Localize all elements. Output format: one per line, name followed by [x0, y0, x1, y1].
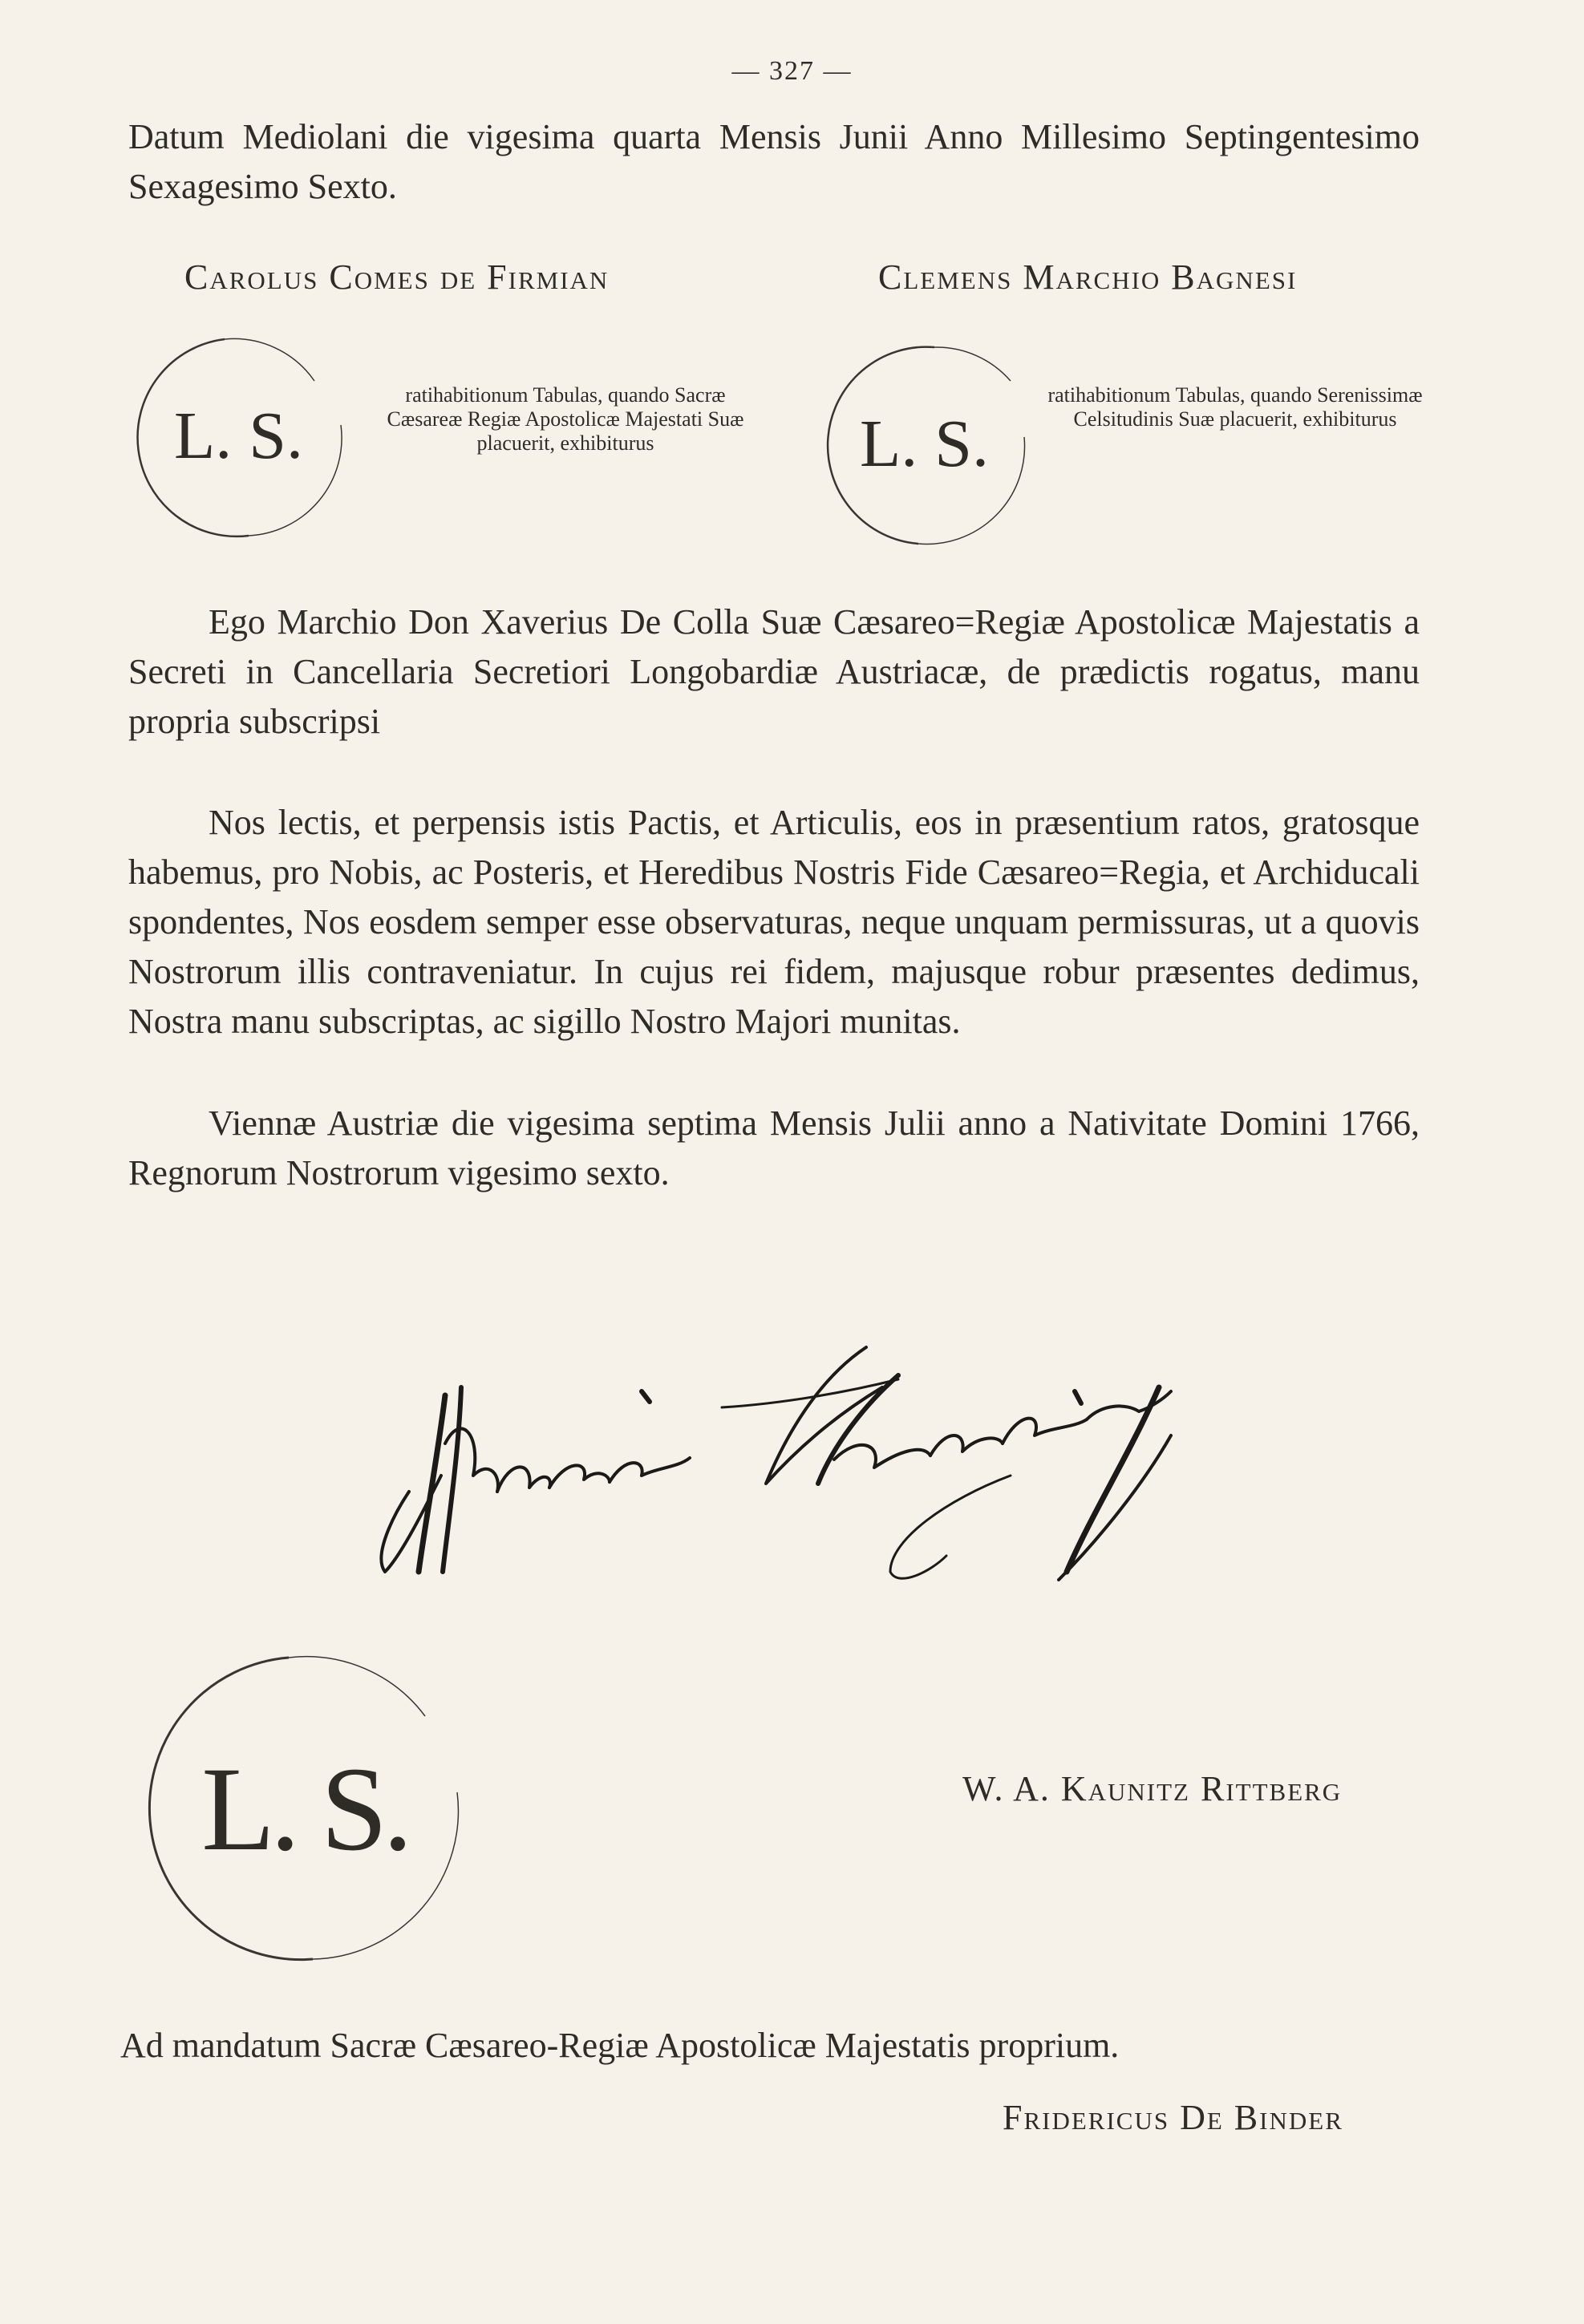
ego-paragraph: Ego Marchio Don Xaverius De Colla Suæ Cæsareo=Regiæ Apostolicæ Majestatis a Secreti in Cancellaria Secretiori Longobardiæ Austriacæ, de prædictis rogatus, manu propria subscripsi [128, 602, 1420, 741]
seal-right-label: L. S. [859, 407, 990, 481]
bagnesi-note: ratihabitionum Tabulas, quando Serenissimæ Celsitudinis Suæ placuerit, exhibiturus [1047, 383, 1423, 431]
signatory-binder: Fridericus De Binder [1003, 2098, 1343, 2137]
seal-left [128, 333, 349, 541]
seal-right [814, 341, 1035, 549]
signatory-kaunitz: W. A. Kaunitz Rittberg [962, 1769, 1343, 1808]
seal-left-label: L. S. [173, 399, 304, 473]
seal-bottom-label: L. S. [201, 1743, 408, 1876]
viennae-paragraph: Viennæ Austriæ die vigesima septima Mensis Julii anno a Nativitate Domini 1766, Regnorum Nostrorum vigesimo sexto. [128, 1103, 1420, 1192]
signatory-bagnesi: Clemens Marchio Bagnesi [878, 257, 1298, 297]
signature-icon [369, 1315, 1203, 1620]
firmian-note: ratihabitionum Tabulas, quando Sacræ Cæsareæ Regiæ Apostolicæ Majestati Suæ placuerit, exhibiturus [387, 383, 744, 455]
seal-bottom [144, 1648, 465, 1969]
mandatum-line: Ad mandatum Sacræ Cæsareo-Regiæ Apostolicæ Majestatis proprium. [120, 2026, 1120, 2065]
datum-paragraph: Datum Mediolani die vigesima quarta Mensis Junii Anno Millesimo Septingentesimo Sexagesimo Sexto. [128, 117, 1420, 206]
nos-paragraph: Nos lectis, et perpensis istis Pactis, et Articulis, eos in præsentium ratos, gratosque habemus, pro Nobis, ac Posteris, et Heredibus Nostris Fide Cæsareo=Regia, et Archiducali spondentes, Nos eosdem semper esse observaturas, neque unquam permissuras, ut a quovis Nostrorum illis contraveniatur. In cujus rei fidem, majusque robur præsentes dedimus, Nostra manu subscriptas, ac sigillo Nostro Majori munitas. [128, 803, 1420, 1041]
signatory-firmian: Carolus Comes de Firmian [184, 257, 610, 297]
page-number: — 327 — [731, 56, 853, 86]
signature-maria-theresia [369, 1315, 1203, 1620]
